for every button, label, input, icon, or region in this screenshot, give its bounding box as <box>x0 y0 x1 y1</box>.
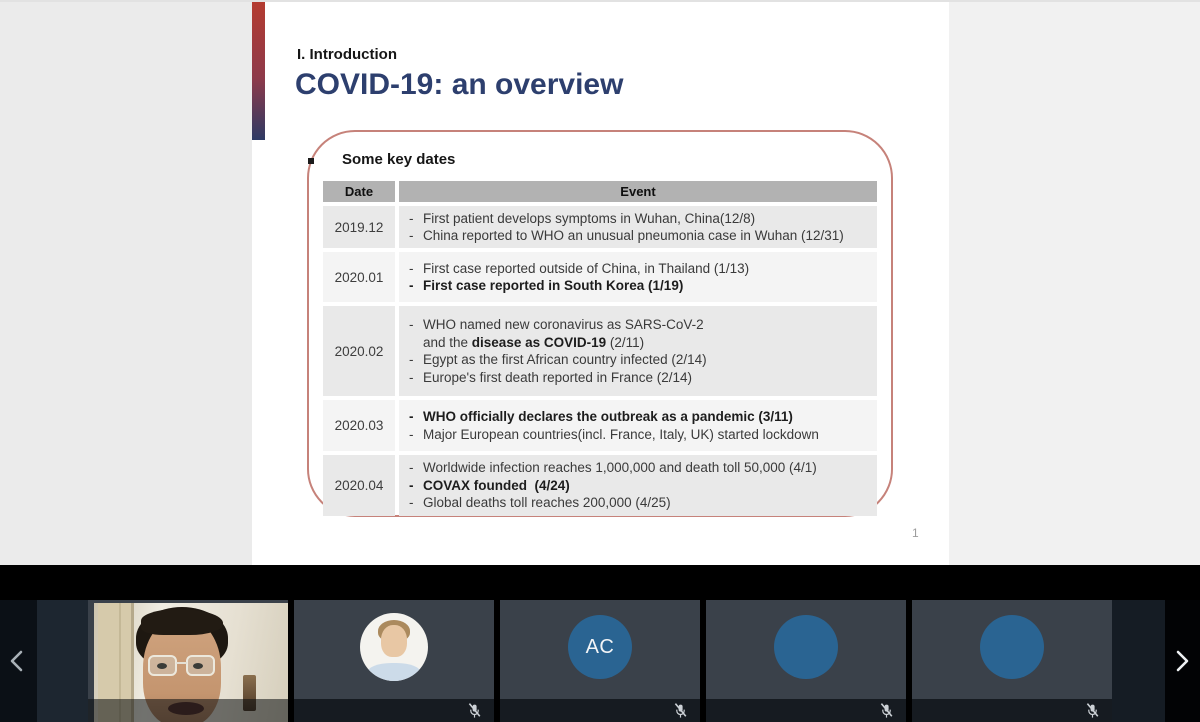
event-line <box>409 459 869 477</box>
date-cell: 2019.12 <box>323 206 395 248</box>
empty-avatar <box>774 615 838 679</box>
mic-muted-icon <box>879 702 894 719</box>
event-dash: - <box>409 352 414 367</box>
event-dash: - <box>409 477 414 493</box>
slide-title: COVID-19: an overview <box>295 68 624 101</box>
event-text: First case reported in South Korea (1/19) <box>423 278 684 293</box>
stage-background-right <box>949 2 1200 567</box>
date-cell: 2020.02 <box>323 306 395 396</box>
event-line <box>409 260 869 278</box>
date-column-header: Date <box>323 181 395 202</box>
event-line <box>409 408 869 426</box>
event-column-header: Event <box>399 181 877 202</box>
mic-muted-icon <box>1085 702 1100 719</box>
tile-status-bar <box>500 699 700 722</box>
event-dash: - <box>409 260 414 276</box>
slide-section-heading: I. Introduction <box>297 46 397 63</box>
profile-photo-avatar <box>360 613 428 681</box>
date-cell: 2020.03 <box>323 400 395 451</box>
filmstrip-scroll-right[interactable] <box>1112 600 1200 722</box>
bullet-square-icon <box>308 158 314 164</box>
event-dash: - <box>409 210 414 226</box>
event-dash: - <box>409 278 414 293</box>
event-text: Egypt as the first African country infected (2/14) <box>423 352 707 367</box>
table-body <box>323 206 877 516</box>
event-dash: - <box>409 426 414 442</box>
key-dates-heading: Some key dates <box>342 151 456 168</box>
avatar-initials: AC <box>585 635 615 658</box>
tile-status-bar <box>706 699 906 722</box>
event-text: First case reported outside of China, in Thailand (1/13) <box>423 260 750 276</box>
event-text: First patient develops symptoms in Wuhan, China(12/8) <box>423 210 756 226</box>
event-dash: - <box>409 460 414 476</box>
event-text: WHO officially declares the outbreak as a pandemic (3/11) <box>423 409 793 424</box>
participant-tile[interactable] <box>88 600 288 722</box>
event-line <box>409 351 869 369</box>
event-line <box>409 316 869 334</box>
table-row <box>323 206 877 248</box>
event-text: Global deaths toll reaches 200,000 (4/25) <box>423 495 671 511</box>
chevron-left-icon[interactable] <box>7 648 27 674</box>
tile-status-bar <box>294 699 494 722</box>
event-dash: - <box>409 317 414 332</box>
event-cell <box>399 252 877 302</box>
empty-avatar <box>980 615 1044 679</box>
event-text: Major European countries(incl. France, Italy, UK) started lockdown <box>423 426 819 442</box>
participant-tile[interactable] <box>706 600 906 722</box>
participant-tile[interactable] <box>500 600 700 722</box>
event-text: WHO named new coronavirus as SARS-CoV-2 <box>423 317 704 332</box>
event-dash: - <box>409 409 414 424</box>
table-header-row <box>323 181 877 202</box>
event-text: China reported to WHO an unusual pneumonia case in Wuhan (12/31) <box>423 228 844 243</box>
table-row <box>323 306 877 396</box>
event-line <box>409 277 869 295</box>
event-line <box>409 334 869 352</box>
person-fringe <box>141 609 223 635</box>
key-dates-table <box>323 181 877 516</box>
participant-tile[interactable] <box>294 600 494 722</box>
event-line <box>409 426 869 444</box>
event-text: Worldwide infection reaches 1,000,000 and death toll 50,000 (4/1) <box>423 460 817 476</box>
participant-filmstrip <box>0 600 1200 722</box>
participant-tiles <box>88 600 1112 722</box>
date-cell: 2020.04 <box>323 455 395 516</box>
event-dash: - <box>409 228 414 243</box>
event-cell <box>399 400 877 451</box>
event-line <box>409 227 869 245</box>
stage-filmstrip-divider <box>0 565 1200 600</box>
event-cell <box>399 206 877 248</box>
table-row <box>323 400 877 451</box>
event-text: COVAX founded (4/24) <box>423 477 570 493</box>
presentation-slide <box>252 2 949 567</box>
filmstrip-scroll-left[interactable] <box>0 600 88 722</box>
event-line <box>409 210 869 228</box>
mic-muted-icon <box>467 702 482 719</box>
tile-status-bar <box>912 699 1112 722</box>
event-cell <box>399 455 877 516</box>
event-line-indent <box>409 334 423 352</box>
table-row <box>323 455 877 516</box>
event-line <box>409 477 869 495</box>
event-line <box>409 494 869 512</box>
tile-status-bar <box>88 699 288 722</box>
slide-page-number: 1 <box>912 526 919 540</box>
event-dash: - <box>409 495 414 511</box>
event-text: Europe's first death reported in France (2/14) <box>423 369 692 385</box>
event-line <box>409 369 869 387</box>
table-row <box>323 252 877 302</box>
slide-accent-bar <box>252 2 265 140</box>
event-cell <box>399 306 877 396</box>
event-text: and the disease as COVID-19 (2/11) <box>423 334 645 350</box>
initials-avatar <box>568 615 632 679</box>
person-glasses <box>148 655 220 679</box>
participant-tile[interactable] <box>912 600 1112 722</box>
event-dash: - <box>409 369 414 385</box>
date-cell: 2020.01 <box>323 252 395 302</box>
chevron-right-icon[interactable] <box>1172 648 1192 674</box>
mic-muted-icon <box>673 702 688 719</box>
